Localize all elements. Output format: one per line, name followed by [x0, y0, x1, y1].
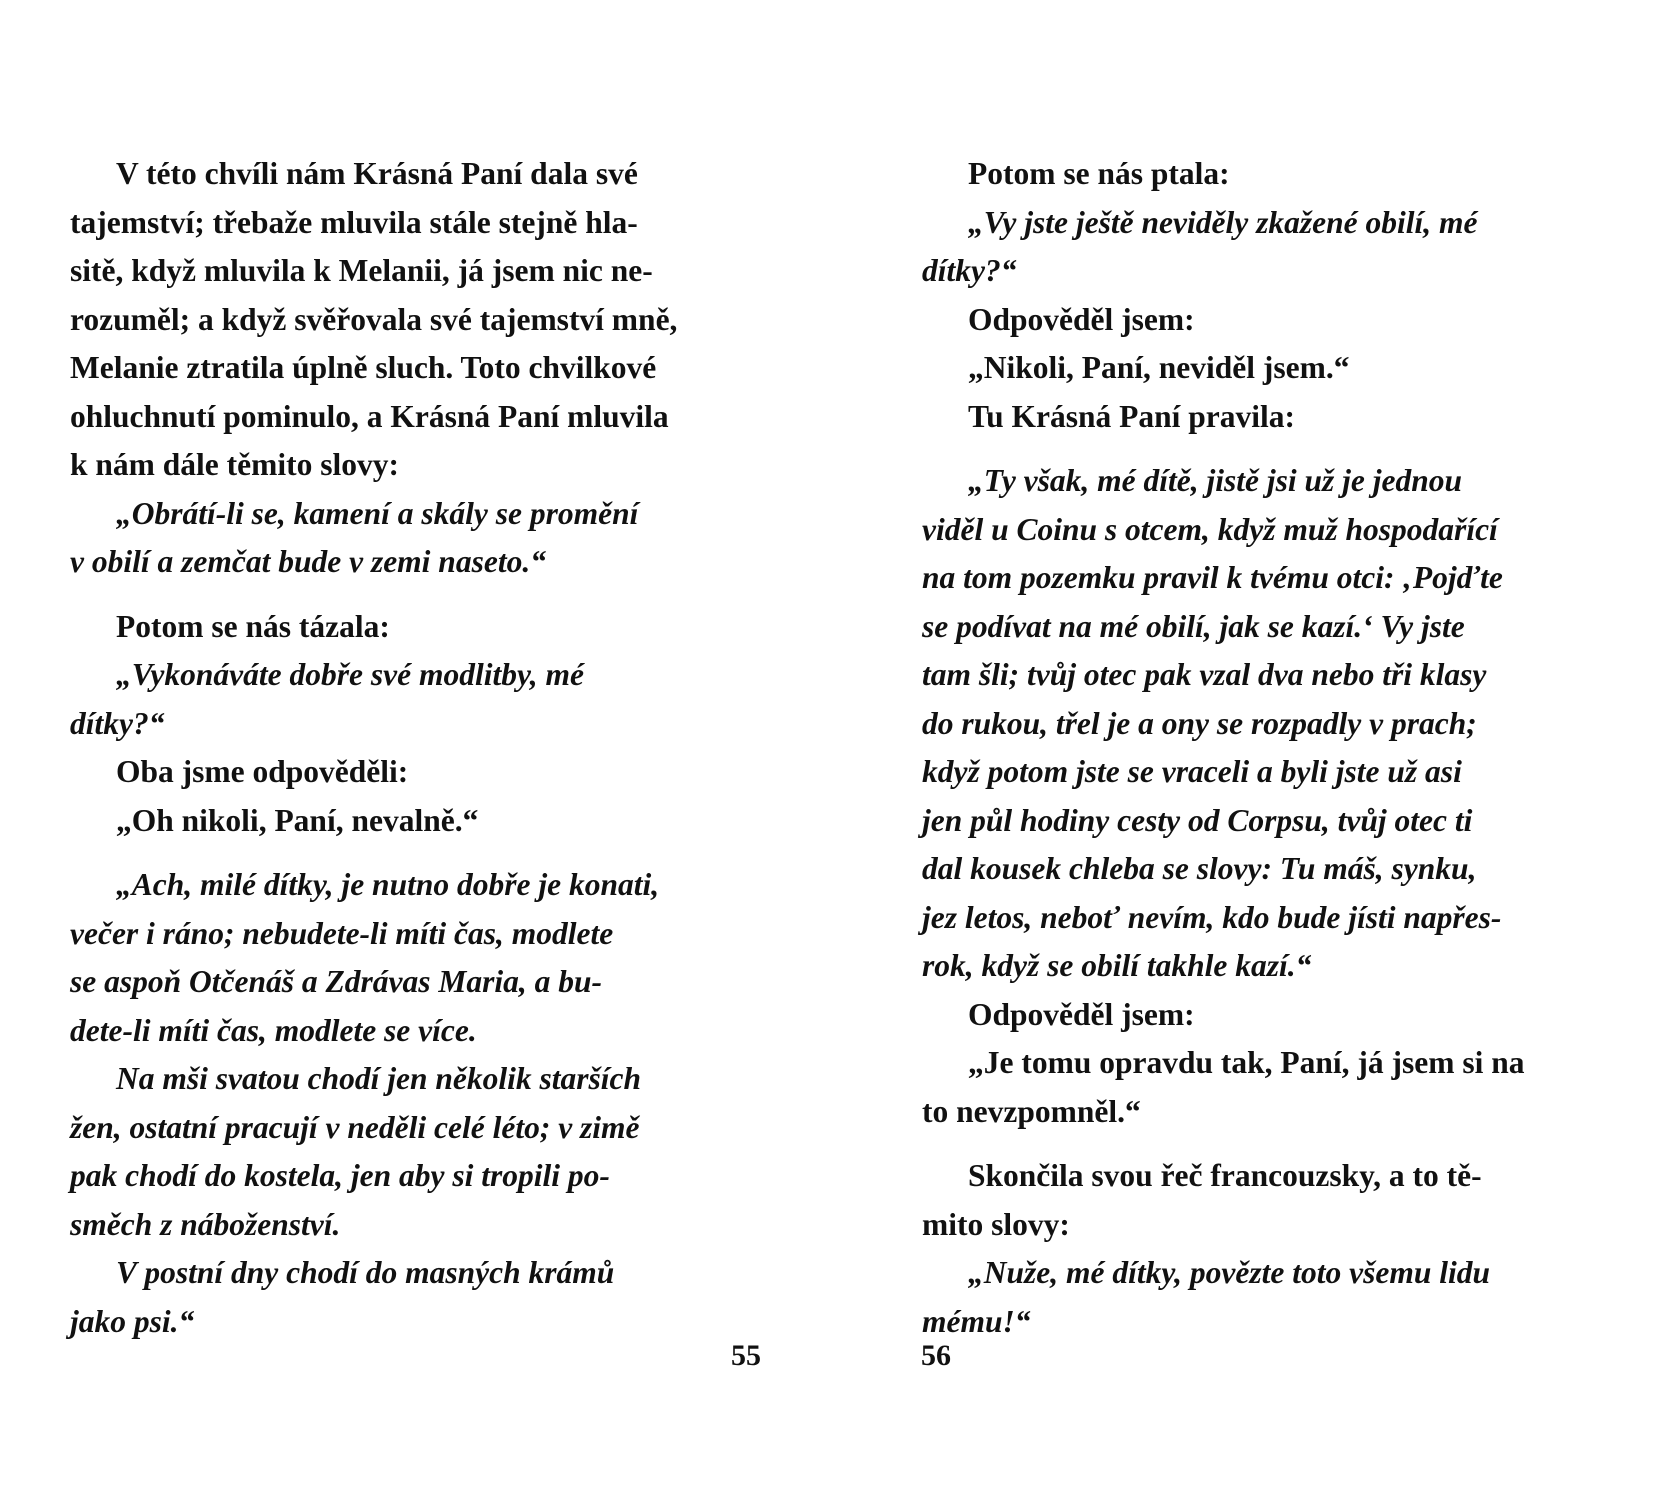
paragraph-gap: [70, 845, 770, 861]
text-line: „Ach, milé dítky, je nutno dobře je konati,: [116, 867, 660, 902]
text-line: jen půl hodiny cesty od Corpsu, tvůj otec ti: [922, 802, 1473, 838]
text-line: Na mši svatou chodí jen několik starších: [116, 1061, 642, 1096]
text-line: tam šli; tvůj otec pak vzal dva nebo tři klasy: [922, 657, 1487, 692]
text-line: mému!“: [922, 1303, 1031, 1339]
text-line: dítky?“: [70, 705, 165, 741]
paragraph-gap: [922, 441, 1622, 457]
text-line: se podívat na mé obilí, jak se kazí.‘ Vy jste: [922, 608, 1465, 644]
page-number-right: 56: [921, 1339, 951, 1372]
text-line: „Nikoli, Paní, neviděl jsem.“: [968, 350, 1350, 385]
paragraph-gap: [70, 587, 770, 603]
text-line: mito slovy:: [922, 1206, 1070, 1242]
text-line: sitě, když mluvila k Melanii, já jsem nic ne-: [70, 253, 653, 288]
text-line: na tom pozemku pravil k tvému otci: ‚Pojďte: [922, 560, 1503, 595]
text-line: večer i ráno; nebudete-li míti čas, modlete: [70, 915, 614, 951]
text-line: když potom jste se vraceli a byli jste už asi: [922, 754, 1462, 789]
text-line: jako psi.“: [70, 1303, 195, 1339]
text-line: pak chodí do kostela, jen aby si tropili po-: [70, 1158, 610, 1193]
text-line: do rukou, třel je a ony se rozpadly v prach;: [922, 705, 1477, 741]
text-line: „Nuže, mé dítky, povězte toto všemu lidu: [968, 1255, 1491, 1290]
left-page: [70, 150, 770, 1346]
text-line: Odpověděl jsem:: [968, 301, 1195, 337]
text-line: viděl u Coinu s otcem, když muž hospodařící: [922, 511, 1498, 547]
text-line: V této chvíli nám Krásná Paní dala své: [116, 156, 638, 191]
text-line: V postní dny chodí do masných krámů: [116, 1255, 615, 1290]
text-line: dete-li míti čas, modlete se více.: [70, 1012, 477, 1048]
text-line: dítky?“: [922, 253, 1017, 288]
text-line: „Vy jste ještě neviděly zkažené obilí, mé: [968, 204, 1478, 240]
text-line: rok, když se obilí takhle kazí.“: [922, 948, 1312, 983]
text-line: „Oh nikoli, Paní, nevalně.“: [116, 802, 479, 838]
text-line: Potom se nás tázala:: [116, 608, 390, 644]
text-line: jez letos, neboť nevím, kdo bude jísti napřes-: [922, 899, 1502, 935]
page-number-left: 55: [731, 1339, 761, 1372]
text-line: „Obrátí-li se, kamení a skály se promění: [116, 495, 639, 531]
text-line: „Ty však, mé dítě, jistě jsi už je jednou: [968, 463, 1463, 498]
text-line: Oba jsme odpověděli:: [116, 754, 409, 789]
text-line: v obilí a zemčat bude v zemi naseto.“: [70, 544, 546, 579]
text-line: Odpověděl jsem:: [968, 996, 1195, 1032]
text-line: se aspoň Otčenáš a Zdrávas Maria, a bu-: [70, 964, 603, 999]
text-line: „Je tomu opravdu tak, Paní, já jsem si na: [968, 1045, 1525, 1080]
text-line: žen, ostatní pracují v neděli celé léto; v zimě: [70, 1109, 640, 1145]
text-line: Potom se nás ptala:: [968, 156, 1230, 191]
text-line: ohluchnutí pominulo, a Krásná Paní mluvila: [70, 398, 669, 434]
text-line: tajemství; třebaže mluvila stále stejně hla-: [70, 204, 638, 240]
right-page: [922, 150, 1622, 1346]
paragraph-gap: [922, 1136, 1622, 1152]
text-line: směch z náboženství.: [70, 1206, 341, 1242]
text-line: Melanie ztratila úplně sluch. Toto chvilkové: [70, 350, 657, 385]
text-line: Tu Krásná Paní pravila:: [968, 398, 1296, 434]
text-line: to nevzpomněl.“: [922, 1093, 1141, 1129]
text-line: k nám dále těmito slovy:: [70, 447, 399, 482]
text-line: dal kousek chleba se slovy: Tu máš, synku,: [922, 851, 1477, 886]
text-line: rozuměl; a když svěřovala své tajemství mně,: [70, 301, 678, 337]
text-line: „Vykonáváte dobře své modlitby, mé: [116, 657, 585, 692]
text-line: Skončila svou řeč francouzsky, a to tě-: [968, 1158, 1482, 1193]
